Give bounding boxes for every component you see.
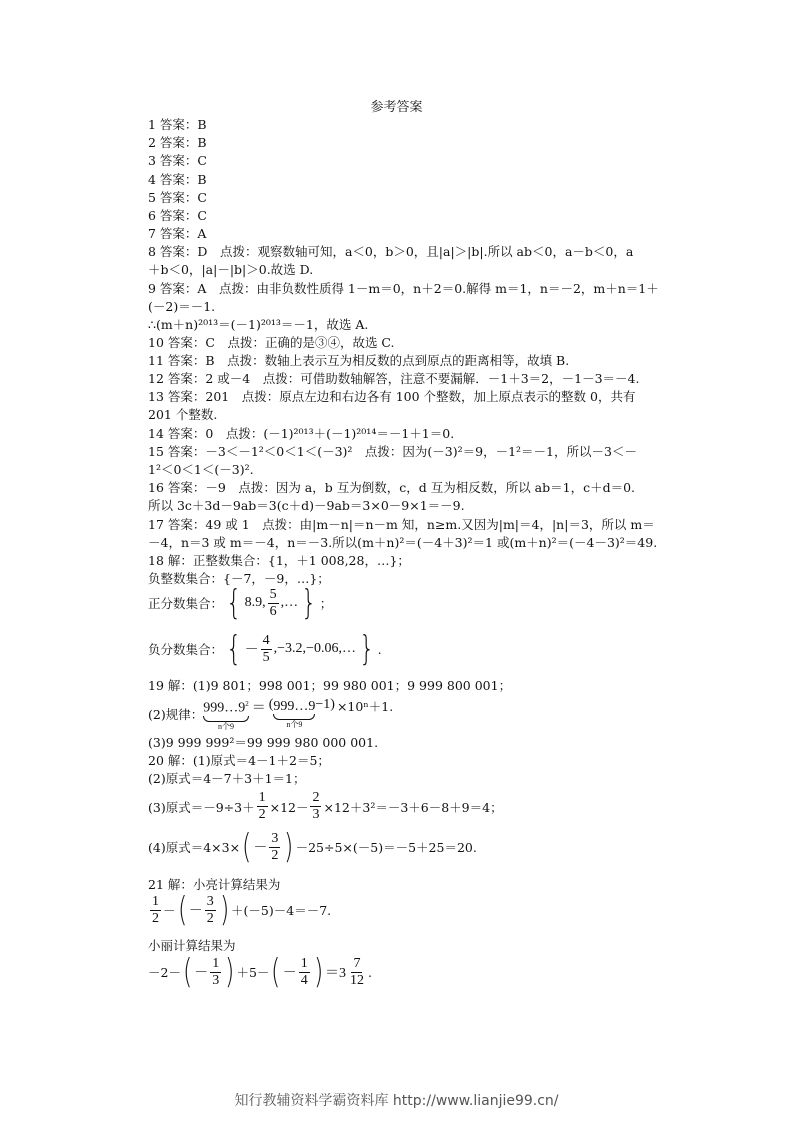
answer-line: －4，n＝3 或 m＝－4，n＝－3.所以(m＋n)²＝(－4＋3)²＝1 或(m＋n)²＝(－4－3)²＝49. <box>148 535 658 550</box>
answer-line: 1²＜0＜1＜(－3)². <box>148 462 254 477</box>
answer-line: 13 答案：201 点拨：原点左边和右边各有 100 个整数，加上原点表示的整数 0，共有 <box>148 389 636 404</box>
answer-line: (2)原式＝4－7＋3＋1＝1； <box>148 771 306 786</box>
answer-line: 19 解：(1)9 801；998 001；99 980 001；9 999 800 001； <box>148 678 512 693</box>
answer-line: 10 答案：C 点拨：正确的是③④，故选 C. <box>148 335 395 350</box>
negative-fraction-set: 负分数集合： { － $\frac{4}{5}$ ,−3.2,−0.06,… } . <box>148 629 382 669</box>
label: 正分数集合： <box>148 596 224 611</box>
answer-line: 所以 3c＋3d－9ab＝3(c＋d)－9ab＝3×0－9×1＝－9. <box>148 498 465 513</box>
q20-part3: (3)原式＝－9÷3＋ $\frac{1}{2}$ ×12－ $\frac{2}{3}$ ×12＋3²＝－3＋6－8＋9＝4； <box>148 790 503 822</box>
answer-line: 11 答案：B 点拨：数轴上表示互为相反数的点到原点的距离相等，故填 B. <box>148 353 570 368</box>
answer-line: 201 个整数. <box>148 407 218 422</box>
answer-line: 3 答案：C <box>148 153 207 168</box>
rule-formula: (2)规律： $999\dots 9^2$ n个9 ＝ ( 999…9 n个9 −1) ×10ⁿ＋1. <box>148 697 394 731</box>
answer-line: 8 答案：D 点拨：观察数轴可知，a＜0，b＞0，且|a|＞|b|.所以 ab＜0，a－b＜0，a <box>148 244 634 259</box>
answer-line: 6 答案：C <box>148 208 207 223</box>
answer-line: (3)9 999 999²＝99 999 980 000 001. <box>148 735 379 750</box>
answer-line: 18 解：正整数集合：{1，＋1 008,28，…}； <box>148 553 410 568</box>
answer-line: 小丽计算结果为 <box>148 938 236 953</box>
answer-line: 17 答案：49 或 1 点拨：由|m－n|＝n－m 知，n≥m.又因为|m|＝4，|n|＝3，所以 m＝ <box>148 517 655 532</box>
answer-line: 7 答案：A <box>148 226 207 241</box>
answer-line: 4 答案：B <box>148 172 207 187</box>
q21-xiaoli: －2－ ( － $\frac{1}{3}$ ) ＋5－ ( － $\frac{1}{4}$ ) ＝3 $\frac{7}{12}$ . <box>148 952 372 992</box>
footer-watermark: 知行教辅资料学霸资料库 http://www.lianjie99.cn/ <box>234 1093 559 1109</box>
answer-line: 15 答案：－3＜－1²＜0＜1＜(－3)² 点拨：因为(－3)²＝9，－1²＝－1，所以－3＜－ <box>148 444 637 459</box>
answer-line: 16 答案：－9 点拨：因为 a，b 互为倒数，c，d 互为相反数，所以 ab＝1，c＋d＝0. <box>148 480 636 495</box>
answer-line: (－2)＝－1. <box>148 299 216 314</box>
answer-line: 5 答案：C <box>148 190 207 205</box>
answer-line: 14 答案：0 点拨：(－1)²⁰¹³＋(－1)²⁰¹⁴＝－1＋1＝0. <box>148 426 455 441</box>
answer-line: 负整数集合：{－7，－9，…}； <box>148 571 330 586</box>
answer-line: 21 解：小亮计算结果为 <box>148 877 281 892</box>
positive-fraction-set: 正分数集合： { 8.9, $\frac{5}{6}$ ,… } ； <box>148 583 333 623</box>
answer-line: 9 答案：A 点拨：由非负数性质得 1－m＝0，n＋2＝0.解得 m＝1，n＝－2，m＋n＝1＋ <box>148 281 659 296</box>
answer-line: 1 答案：B <box>148 117 207 132</box>
label: 负分数集合： <box>148 642 224 657</box>
q21-xiaoliang: $\frac{1}{2}$ － ( － $\frac{3}{2}$ ) ＋(－5)－4＝－7. <box>152 890 332 930</box>
answer-line: ＋b＜0，|a|－|b|＞0.故选 D. <box>148 262 314 277</box>
answer-line: ∴(m＋n)²⁰¹³＝(－1)²⁰¹³＝－1，故选 A. <box>148 317 369 332</box>
answer-line: 2 答案：B <box>148 135 207 150</box>
page-title: 参考答案 <box>370 100 423 115</box>
q20-part4: (4)原式＝4×3× ( － $\frac{3}{2}$ ) －25÷5×(－5)＝－5＋25＝20. <box>148 827 477 867</box>
answer-line: 20 解：(1)原式＝4－1＋2＝5； <box>148 753 330 768</box>
answer-line: 12 答案：2 或－4 点拨：可借助数轴解答，注意不要漏解．－1＋3＝2，－1－3＝－4. <box>148 371 640 386</box>
